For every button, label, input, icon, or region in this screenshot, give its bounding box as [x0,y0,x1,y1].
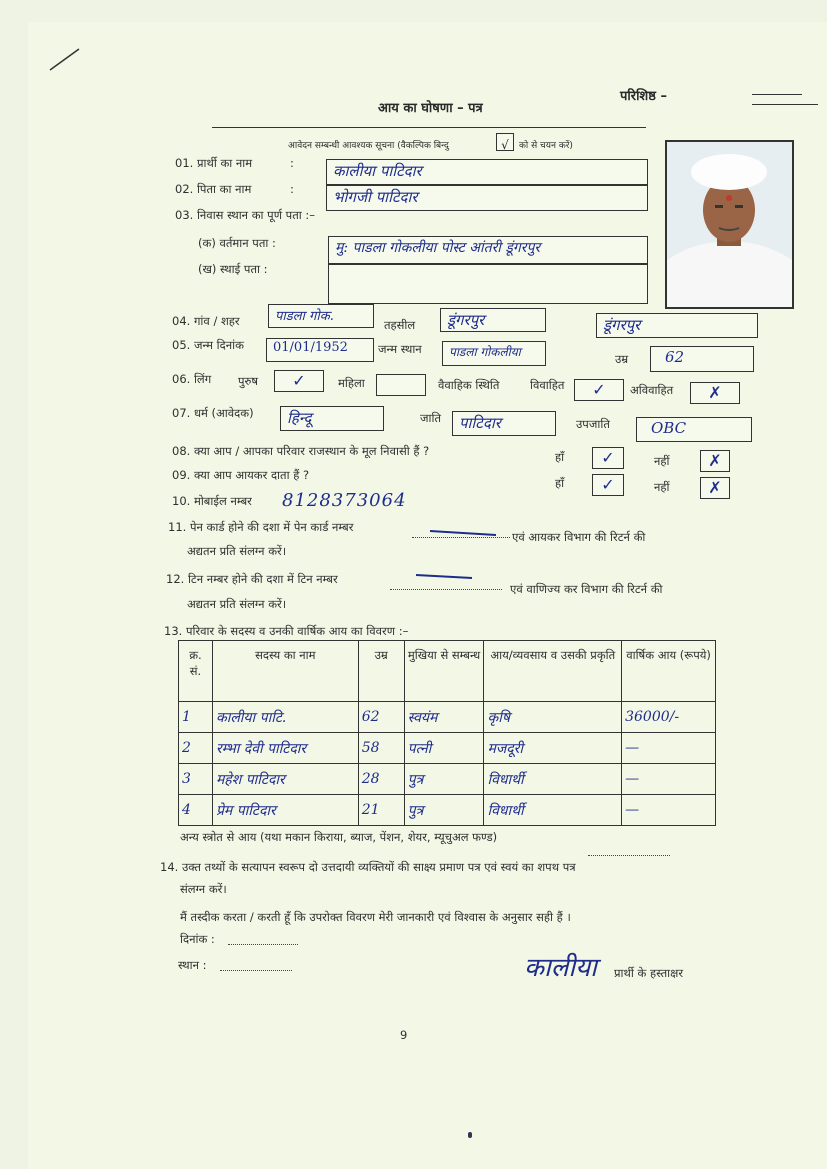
gender-label: 06. लिंग [172,372,212,386]
q08-label: 08. क्या आप / आपका परिवार राजस्थान के मूल निवासी हैं ? [172,444,430,458]
place-label: स्थान : [178,958,207,972]
permanent-address-label: (ख) स्थाई पता : [198,262,268,276]
page-number: 9 [400,1028,408,1042]
male-label: पुरुष [238,374,259,388]
district-field[interactable]: डूंगरपुर [596,313,758,338]
birthplace-field[interactable]: पाडला गोकलीया [442,341,546,366]
col-header-age: उम्र [358,641,404,702]
cell-sno: 2 [179,733,213,764]
applicant-signature: कालीया [524,953,597,983]
cell-relation[interactable]: स्वयंम [404,702,484,733]
age-field[interactable]: 62 [650,346,754,372]
pan-text-3: अद्यतन प्रति संलग्न करें। [187,544,287,558]
cell-relation[interactable]: पत्नी [404,733,484,764]
unmarried-label: अविवाहित [630,383,674,397]
col-header-occupation: आय/व्यवसाय व उसकी प्रकृति [484,641,622,702]
place-blank[interactable] [220,970,292,971]
male-checkbox[interactable]: ✓ [274,370,324,392]
table-row [179,795,716,826]
religion-field[interactable]: हिन्दू [280,406,384,431]
age-label: उम्र [615,352,629,366]
birthplace-label: जन्म स्थान [378,342,422,356]
cell-income[interactable]: — [622,733,716,764]
family-table [178,640,716,826]
q09-yes-label: हाँ [555,476,565,490]
female-checkbox[interactable] [376,374,426,396]
unmarried-checkbox[interactable]: ✗ [690,382,740,404]
col-header-income: वार्षिक आय (रूपये) [622,641,716,702]
instruction-text: आवेदन सम्बन्धी आवश्यक सूचना (वैकल्पिक बिन्दु [288,141,449,151]
religion-label: 07. धर्म (आवेदक) [172,406,254,420]
instruction-tick-box: √ [496,133,514,151]
q14-text-2: संलग्न करें। [180,882,227,896]
title-underline [212,127,646,128]
caste-field[interactable]: पाटिदार [452,411,556,436]
cell-occupation[interactable]: विधार्थी [484,795,622,826]
cell-name[interactable]: कालीया पाटि. [212,702,358,733]
pan-dash-stroke [428,528,498,538]
father-name-label: 02. पिता का नाम [175,182,252,196]
appendix-line-2 [752,104,818,105]
q08-yes-label: हाँ [555,450,565,464]
table-row [179,733,716,764]
q08-yes-checkbox[interactable]: ✓ [592,447,624,469]
q14-text: 14. उक्त तथ्यों के सत्यापन स्वरूप दो उत्तदायी व्यक्तियों की साक्ष्य प्रमाण पत्र एवं स्वयं का शपथ पत्र [160,860,576,874]
married-checkbox[interactable]: ✓ [574,379,624,401]
cell-relation[interactable]: पुत्र [404,764,484,795]
tin-text-2: एवं वाणिज्य कर विभाग की रिटर्न की [510,582,663,596]
address-label: 03. निवास स्थान का पूर्ण पता :– [175,208,316,222]
cell-age[interactable]: 28 [358,764,404,795]
cell-name[interactable]: प्रेम पाटिदार [212,795,358,826]
ink-dot [468,1132,472,1138]
appendix-line [752,94,802,95]
tin-blank[interactable] [390,589,502,590]
q08-no-label: नहीं [654,454,670,468]
col-header-sno: क्र. सं. [179,641,213,702]
cell-occupation[interactable]: कृषि [484,702,622,733]
dob-field[interactable]: 01/01/1952 [266,338,374,362]
family-table-header [179,641,716,702]
cell-age[interactable]: 21 [358,795,404,826]
cell-occupation[interactable]: मजदूरी [484,733,622,764]
tin-dash-stroke [414,572,474,582]
table-row [179,764,716,795]
caste-label: जाति [420,411,442,425]
applicant-name-field[interactable]: कालीया पाटिदार [326,159,648,185]
form-title: आय का घोषणा – पत्र [378,101,483,116]
permanent-address-field[interactable] [328,264,648,304]
signature-label: प्रार्थी के हस्ताक्षर [614,966,684,980]
cell-sno: 3 [179,764,213,795]
cell-income[interactable]: — [622,764,716,795]
cell-relation[interactable]: पुत्र [404,795,484,826]
pan-text: 11. पेन कार्ड होने की दशा में पेन कार्ड नम्बर [168,520,354,534]
applicant-name-label: 01. प्रार्थी का नाम [175,156,253,170]
cell-sno: 1 [179,702,213,733]
col-header-relation: मुखिया से सम्बन्ध [404,641,484,702]
q08-no-checkbox[interactable]: ✗ [700,450,730,472]
col-header-name: सदस्य का नाम [212,641,358,702]
family-heading: 13. परिवार के सदस्य व उनकी वार्षिक आय का विवरण :– [164,624,409,638]
cell-age[interactable]: 58 [358,733,404,764]
q09-no-checkbox[interactable]: ✗ [700,477,730,499]
pen-stroke-mark [48,46,82,72]
tin-text-3: अद्यतन प्रति संलग्न करें। [187,597,287,611]
applicant-photo [665,140,794,309]
cell-income[interactable]: 36000/- [622,702,716,733]
subcaste-label: उपजाति [576,417,610,431]
cell-sno: 4 [179,795,213,826]
q09-no-label: नहीं [654,480,670,494]
tehsil-field[interactable]: डूंगरपुर [440,308,546,332]
table-row [179,702,716,733]
declaration-text: मैं तस्दीक करता / करती हूँ कि उपरोक्त विवरण मेरी जानकारी एवं विश्वास के अनुसार सही हैं । [180,910,571,924]
village-label: 04. गांव / शहर [172,314,240,328]
cell-occupation[interactable]: विधार्थी [484,764,622,795]
q09-yes-checkbox[interactable]: ✓ [592,474,624,496]
colon: : [290,156,294,170]
date-label: दिनांक : [180,932,215,946]
marital-label: वैवाहिक स्थिति [438,378,500,392]
other-income-blank[interactable] [588,855,670,856]
tin-text: 12. टिन नम्बर होने की दशा में टिन नम्बर [166,572,338,586]
cell-name[interactable]: महेश पाटिदार [212,764,358,795]
subcaste-field[interactable]: OBC [636,417,752,442]
other-income-text: अन्य स्त्रोत से आय (यथा मकान किराया, ब्याज, पेंशन, शेयर, म्यूचुअल फण्ड) [180,830,498,844]
mobile-value[interactable]: 8128373064 [282,490,407,511]
cell-name[interactable]: रम्भा देवी पाटिदार [212,733,358,764]
tehsil-label: तहसील [384,318,416,332]
date-blank[interactable] [228,944,298,945]
cell-income[interactable]: — [622,795,716,826]
cell-age[interactable]: 62 [358,702,404,733]
village-field[interactable]: पाडला गोक. [268,304,374,328]
current-address-field[interactable]: मु: पाडला गोकलीया पोस्ट आंतरी डूंगरपुर [328,236,648,264]
mobile-label: 10. मोबाईल नम्बर [172,494,252,508]
married-label: विवाहित [530,378,565,392]
appendix-label: परिशिष्ठ – [620,89,667,104]
father-name-field[interactable]: भोगजी पाटिदार [326,185,648,211]
q09-label: 09. क्या आप आयकर दाता हैं ? [172,468,310,482]
dob-label: 05. जन्म दिनांक [172,338,244,352]
colon-2: : [290,182,294,196]
pan-text-2: एवं आयकर विभाग की रिटर्न की [512,530,646,544]
female-label: महिला [338,376,365,390]
instruction-text-end: को से चयन करें) [519,141,573,151]
current-address-label: (क) वर्तमान पता : [198,236,276,250]
